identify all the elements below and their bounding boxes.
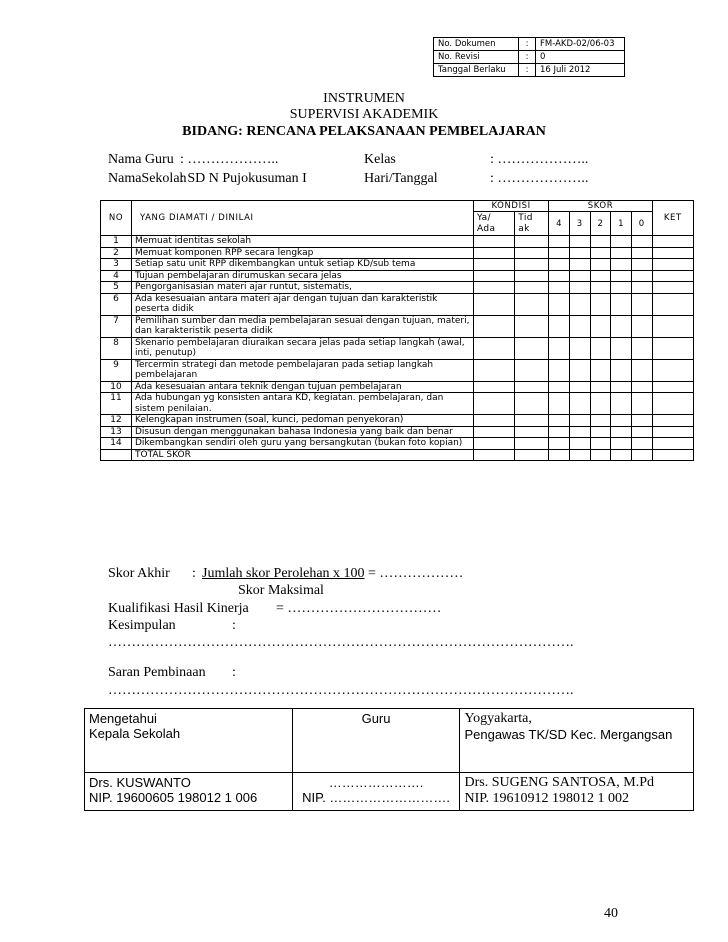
skor-akhir-value: = ……………… bbox=[368, 566, 464, 581]
score-cell[interactable] bbox=[611, 393, 632, 415]
pengawas-sign-cell bbox=[460, 773, 694, 811]
score-cell[interactable] bbox=[631, 449, 652, 461]
score-cell[interactable] bbox=[590, 438, 611, 450]
score-cell[interactable] bbox=[652, 315, 693, 337]
score-cell[interactable] bbox=[631, 359, 652, 381]
score-cell[interactable] bbox=[473, 270, 514, 282]
score-cell[interactable] bbox=[631, 415, 652, 427]
score-cell[interactable] bbox=[569, 381, 590, 393]
score-cell[interactable] bbox=[515, 438, 549, 450]
kepala-sekolah-label: Kepala Sekolah bbox=[89, 726, 181, 741]
score-cell[interactable] bbox=[652, 449, 693, 461]
doc-info-sep: : bbox=[519, 64, 536, 77]
score-cell[interactable] bbox=[611, 426, 632, 438]
header-ya-ada: Ya/ Ada bbox=[473, 212, 514, 236]
score-cell[interactable] bbox=[631, 438, 652, 450]
table-row bbox=[101, 381, 694, 393]
score-cell[interactable] bbox=[631, 247, 652, 259]
score-cell[interactable] bbox=[590, 315, 611, 337]
score-cell[interactable] bbox=[652, 359, 693, 381]
doc-info-value: FM-AKD-02/06-03 bbox=[536, 38, 625, 51]
score-cell[interactable] bbox=[515, 259, 549, 271]
score-cell[interactable] bbox=[590, 393, 611, 415]
score-cell[interactable] bbox=[473, 438, 514, 450]
guru-name[interactable]: …………………. bbox=[328, 775, 424, 790]
score-cell[interactable] bbox=[611, 438, 632, 450]
skor-formula: Jumlah skor Perolehan x 100 bbox=[202, 566, 365, 581]
score-cell[interactable] bbox=[631, 381, 652, 393]
score-cell[interactable] bbox=[515, 426, 549, 438]
table-row bbox=[101, 282, 694, 294]
mengetahui-label: Mengetahui bbox=[89, 711, 157, 726]
score-cell[interactable] bbox=[549, 282, 570, 294]
kepala-sekolah-sign-cell bbox=[85, 773, 293, 811]
score-cell[interactable] bbox=[590, 449, 611, 461]
score-cell[interactable] bbox=[590, 381, 611, 393]
row-number: 4 bbox=[101, 270, 132, 282]
kepala-sekolah-name: Drs. KUSWANTO bbox=[89, 775, 191, 790]
score-cell[interactable] bbox=[473, 259, 514, 271]
score-cell[interactable] bbox=[473, 315, 514, 337]
doc-info-sep: : bbox=[519, 51, 536, 64]
row-item-text: Kelengkapan instrumen (soal, kunci, pedoman penyekoran) bbox=[131, 415, 473, 427]
score-cell[interactable] bbox=[473, 381, 514, 393]
title-bidang: BIDANG: RENCANA PELAKSANAAN PEMBELAJARAN bbox=[182, 124, 546, 139]
score-cell[interactable] bbox=[611, 236, 632, 248]
score-cell[interactable] bbox=[549, 337, 570, 359]
score-cell[interactable] bbox=[590, 426, 611, 438]
row-number: 10 bbox=[101, 381, 132, 393]
doc-info-label: No. Revisi bbox=[434, 51, 519, 64]
row-item-text: Pemilihan sumber dan media pembelajaran sesuai dengan tujuan, materi, dan karakteristik peserta didik bbox=[131, 315, 473, 337]
score-cell[interactable] bbox=[515, 282, 549, 294]
score-cell[interactable] bbox=[611, 247, 632, 259]
score-cell[interactable] bbox=[611, 282, 632, 294]
doc-info-sep: : bbox=[519, 38, 536, 51]
table-header-row bbox=[101, 201, 694, 212]
score-cell[interactable] bbox=[611, 270, 632, 282]
score-cell[interactable] bbox=[515, 359, 549, 381]
header-skor-4: 4 bbox=[549, 212, 570, 236]
header-kondisi: KONDISI bbox=[473, 201, 548, 212]
row-number: 14 bbox=[101, 438, 132, 450]
score-cell[interactable] bbox=[549, 393, 570, 415]
score-cell[interactable] bbox=[569, 236, 590, 248]
pengawas-nip: NIP. 19610912 198012 1 002 bbox=[464, 791, 629, 806]
score-cell[interactable] bbox=[631, 293, 652, 315]
table-row bbox=[101, 337, 694, 359]
score-cell[interactable] bbox=[652, 293, 693, 315]
score-cell[interactable] bbox=[652, 426, 693, 438]
skor-maksimal: Skor Maksimal bbox=[238, 583, 324, 598]
signature-title-row bbox=[85, 709, 694, 773]
header-no: NO bbox=[101, 201, 132, 236]
score-cell[interactable] bbox=[473, 359, 514, 381]
row-item-text: Setiap satu unit RPP dikembangkan untuk setiap KD/sub tema bbox=[131, 259, 473, 271]
score-cell[interactable] bbox=[590, 270, 611, 282]
row-number: 2 bbox=[101, 247, 132, 259]
score-cell[interactable] bbox=[515, 415, 549, 427]
score-cell[interactable] bbox=[611, 449, 632, 461]
score-cell[interactable] bbox=[569, 438, 590, 450]
table-row bbox=[101, 359, 694, 381]
score-cell[interactable] bbox=[631, 270, 652, 282]
score-cell[interactable] bbox=[611, 415, 632, 427]
saran-dots[interactable]: ………………………………………………………………………………………. bbox=[108, 683, 574, 698]
header-skor-2: 2 bbox=[590, 212, 611, 236]
header-item: YANG DIAMATI / DINILAI bbox=[131, 201, 473, 236]
row-item-text: Tercermin strategi dan metode pembelajaran pada setiap langkah pembelajaran bbox=[131, 359, 473, 381]
score-cell[interactable] bbox=[569, 247, 590, 259]
table-row bbox=[101, 415, 694, 427]
table-row bbox=[101, 293, 694, 315]
score-cell[interactable] bbox=[473, 415, 514, 427]
score-cell[interactable] bbox=[473, 236, 514, 248]
saran-label: Saran Pembinaan bbox=[108, 665, 206, 680]
pengawas-label: Pengawas TK/SD Kec. Mergangsan bbox=[464, 727, 673, 742]
score-cell[interactable] bbox=[473, 337, 514, 359]
guru-cell bbox=[292, 709, 460, 773]
table-row bbox=[101, 438, 694, 450]
row-item-text: Memuat komponen RPP secara lengkap bbox=[131, 247, 473, 259]
score-cell[interactable] bbox=[652, 270, 693, 282]
score-cell[interactable] bbox=[611, 337, 632, 359]
signature-name-row bbox=[85, 773, 694, 811]
signature-table bbox=[84, 708, 694, 811]
score-cell[interactable] bbox=[631, 315, 652, 337]
score-cell[interactable] bbox=[549, 259, 570, 271]
kelas-value: : ……………….. bbox=[490, 152, 589, 167]
nama-sekolah-value: : SD N Pujokusuman I bbox=[180, 171, 307, 186]
score-cell[interactable] bbox=[590, 337, 611, 359]
score-cell[interactable] bbox=[549, 293, 570, 315]
doc-info-value: 0 bbox=[536, 51, 625, 64]
table-row bbox=[101, 236, 694, 248]
score-cell[interactable] bbox=[569, 259, 590, 271]
score-cell[interactable] bbox=[549, 449, 570, 461]
score-cell[interactable] bbox=[473, 449, 514, 461]
score-cell[interactable] bbox=[652, 337, 693, 359]
row-number: 12 bbox=[101, 415, 132, 427]
score-cell[interactable] bbox=[590, 359, 611, 381]
score-cell[interactable] bbox=[569, 393, 590, 415]
score-cell[interactable] bbox=[590, 247, 611, 259]
score-cell[interactable] bbox=[569, 270, 590, 282]
score-cell[interactable] bbox=[473, 426, 514, 438]
score-cell[interactable] bbox=[652, 282, 693, 294]
row-item-text: Tujuan pembelajaran dirumuskan secara jelas bbox=[131, 270, 473, 282]
row-number: 8 bbox=[101, 337, 132, 359]
yogyakarta-label: Yogyakarta, bbox=[464, 711, 532, 726]
guru-label: Guru bbox=[361, 711, 391, 726]
row-item-text: Memuat identitas sekolah bbox=[131, 236, 473, 248]
score-cell[interactable] bbox=[569, 315, 590, 337]
score-cell[interactable] bbox=[515, 247, 549, 259]
kepala-sekolah-nip: NIP. 19600605 198012 1 006 bbox=[89, 790, 258, 805]
row-number: 5 bbox=[101, 282, 132, 294]
guru-nip[interactable]: NIP. ………………………. bbox=[302, 790, 450, 805]
score-cell[interactable] bbox=[549, 359, 570, 381]
doc-info-label: No. Dokumen bbox=[434, 38, 519, 51]
row-item-text: Disusun dengan menggunakan bahasa Indonesia yang baik dan benar bbox=[131, 426, 473, 438]
score-cell[interactable] bbox=[515, 393, 549, 415]
score-cell[interactable] bbox=[515, 293, 549, 315]
hari-tanggal-value: : ……………….. bbox=[490, 171, 589, 186]
skor-akhir-colon: : bbox=[192, 566, 196, 581]
score-cell[interactable] bbox=[549, 270, 570, 282]
row-number: 11 bbox=[101, 393, 132, 415]
header-skor-1: 1 bbox=[611, 212, 632, 236]
score-cell[interactable] bbox=[515, 381, 549, 393]
header-tidak: Tid ak bbox=[515, 212, 549, 236]
score-cell[interactable] bbox=[631, 337, 652, 359]
score-cell[interactable] bbox=[590, 259, 611, 271]
table-row bbox=[101, 393, 694, 415]
score-cell[interactable] bbox=[590, 236, 611, 248]
total-skor-label: TOTAL SKOR bbox=[131, 449, 473, 461]
row-number: 1 bbox=[101, 236, 132, 248]
score-cell[interactable] bbox=[569, 426, 590, 438]
saran-colon: : bbox=[232, 665, 236, 680]
score-cell[interactable] bbox=[652, 259, 693, 271]
row-item-text: Dikembangkan sendiri oleh guru yang bersangkutan (bukan foto kopian) bbox=[131, 438, 473, 450]
header-skor-3: 3 bbox=[569, 212, 590, 236]
header-skor-0: 0 bbox=[631, 212, 652, 236]
score-cell[interactable] bbox=[611, 381, 632, 393]
score-cell[interactable] bbox=[631, 236, 652, 248]
score-cell[interactable] bbox=[473, 247, 514, 259]
doc-info-row bbox=[434, 51, 625, 64]
kesimpulan-label: Kesimpulan bbox=[108, 618, 176, 633]
score-cell[interactable] bbox=[652, 381, 693, 393]
score-cell[interactable] bbox=[549, 415, 570, 427]
mengetahui-cell bbox=[85, 709, 293, 773]
score-cell[interactable] bbox=[590, 282, 611, 294]
kualifikasi-label: Kualifikasi Hasil Kinerja bbox=[108, 601, 249, 616]
header-ket: KET bbox=[652, 201, 693, 236]
score-cell[interactable] bbox=[515, 315, 549, 337]
hari-tanggal-label: Hari/Tanggal bbox=[364, 171, 438, 186]
score-cell[interactable] bbox=[631, 282, 652, 294]
row-number: 9 bbox=[101, 359, 132, 381]
row-item-text: Pengorganisasian materi ajar runtut, sistematis, bbox=[131, 282, 473, 294]
score-cell[interactable] bbox=[652, 393, 693, 415]
doc-info-row bbox=[434, 38, 625, 51]
score-cell[interactable] bbox=[473, 282, 514, 294]
skor-akhir-label: Skor Akhir bbox=[108, 566, 170, 581]
score-cell[interactable] bbox=[549, 438, 570, 450]
score-cell[interactable] bbox=[611, 259, 632, 271]
score-cell[interactable] bbox=[569, 337, 590, 359]
total-skor-row bbox=[101, 449, 694, 461]
doc-info-row bbox=[434, 64, 625, 77]
score-cell[interactable] bbox=[590, 415, 611, 427]
score-cell[interactable] bbox=[549, 381, 570, 393]
table-row bbox=[101, 426, 694, 438]
pengawas-name: Drs. SUGENG SANTOSA, M.Pd bbox=[464, 775, 655, 790]
score-cell[interactable] bbox=[515, 270, 549, 282]
nama-sekolah-label: NamaSekolah bbox=[108, 171, 187, 186]
guru-sign-cell bbox=[292, 773, 460, 811]
kesimpulan-colon: : bbox=[232, 618, 236, 633]
pengawas-cell bbox=[460, 709, 694, 773]
score-cell[interactable] bbox=[652, 236, 693, 248]
header-skor: SKOR bbox=[549, 201, 652, 212]
kelas-label: Kelas bbox=[364, 152, 396, 167]
table-row bbox=[101, 247, 694, 259]
score-cell[interactable] bbox=[569, 293, 590, 315]
row-item-text: Skenario pembelajaran diuraikan secara jelas pada setiap langkah (awal, inti, penutup) bbox=[131, 337, 473, 359]
score-cell[interactable] bbox=[569, 415, 590, 427]
doc-info-value: 16 Juli 2012 bbox=[536, 64, 625, 77]
total-no-cell bbox=[101, 449, 132, 461]
row-item-text: Ada kesesuaian antara materi ajar dengan tujuan dan karakteristik peserta didik bbox=[131, 293, 473, 315]
table-row bbox=[101, 259, 694, 271]
score-cell[interactable] bbox=[631, 393, 652, 415]
score-cell[interactable] bbox=[631, 426, 652, 438]
nama-guru-label: Nama Guru bbox=[108, 152, 174, 167]
score-cell[interactable] bbox=[611, 293, 632, 315]
row-number: 13 bbox=[101, 426, 132, 438]
doc-info-label: Tanggal Berlaku bbox=[434, 64, 519, 77]
score-cell[interactable] bbox=[631, 259, 652, 271]
row-number: 6 bbox=[101, 293, 132, 315]
page-number: 40 bbox=[604, 906, 618, 921]
score-cell[interactable] bbox=[549, 247, 570, 259]
row-number: 7 bbox=[101, 315, 132, 337]
assessment-table bbox=[100, 200, 694, 461]
score-cell[interactable] bbox=[473, 393, 514, 415]
row-item-text: Ada kesesuaian antara teknik dengan tujuan pembelajaran bbox=[131, 381, 473, 393]
kesimpulan-dots[interactable]: ………………………………………………………………………………………. bbox=[108, 635, 574, 650]
score-cell[interactable] bbox=[515, 236, 549, 248]
table-row bbox=[101, 270, 694, 282]
nama-guru-value: : ……………….. bbox=[180, 152, 279, 167]
score-cell[interactable] bbox=[611, 315, 632, 337]
row-item-text: Ada hubungan yg konsisten antara KD, kegiatan. pembelajaran, dan sistem penilaian. bbox=[131, 393, 473, 415]
score-cell[interactable] bbox=[549, 315, 570, 337]
score-cell[interactable] bbox=[611, 359, 632, 381]
score-cell[interactable] bbox=[652, 438, 693, 450]
score-cell[interactable] bbox=[515, 337, 549, 359]
table-row bbox=[101, 315, 694, 337]
score-cell[interactable] bbox=[652, 247, 693, 259]
score-cell[interactable] bbox=[515, 449, 549, 461]
score-cell[interactable] bbox=[569, 359, 590, 381]
score-cell[interactable] bbox=[473, 293, 514, 315]
title-instrumen: INSTRUMEN bbox=[323, 91, 405, 106]
kualifikasi-value: = …………………………… bbox=[276, 601, 442, 616]
score-cell[interactable] bbox=[549, 426, 570, 438]
title-supervisi: SUPERVISI AKADEMIK bbox=[289, 107, 439, 122]
score-cell[interactable] bbox=[569, 449, 590, 461]
row-number: 3 bbox=[101, 259, 132, 271]
score-cell[interactable] bbox=[569, 282, 590, 294]
score-cell[interactable] bbox=[590, 293, 611, 315]
document-info-table bbox=[433, 37, 625, 77]
score-cell[interactable] bbox=[652, 415, 693, 427]
score-cell[interactable] bbox=[549, 236, 570, 248]
